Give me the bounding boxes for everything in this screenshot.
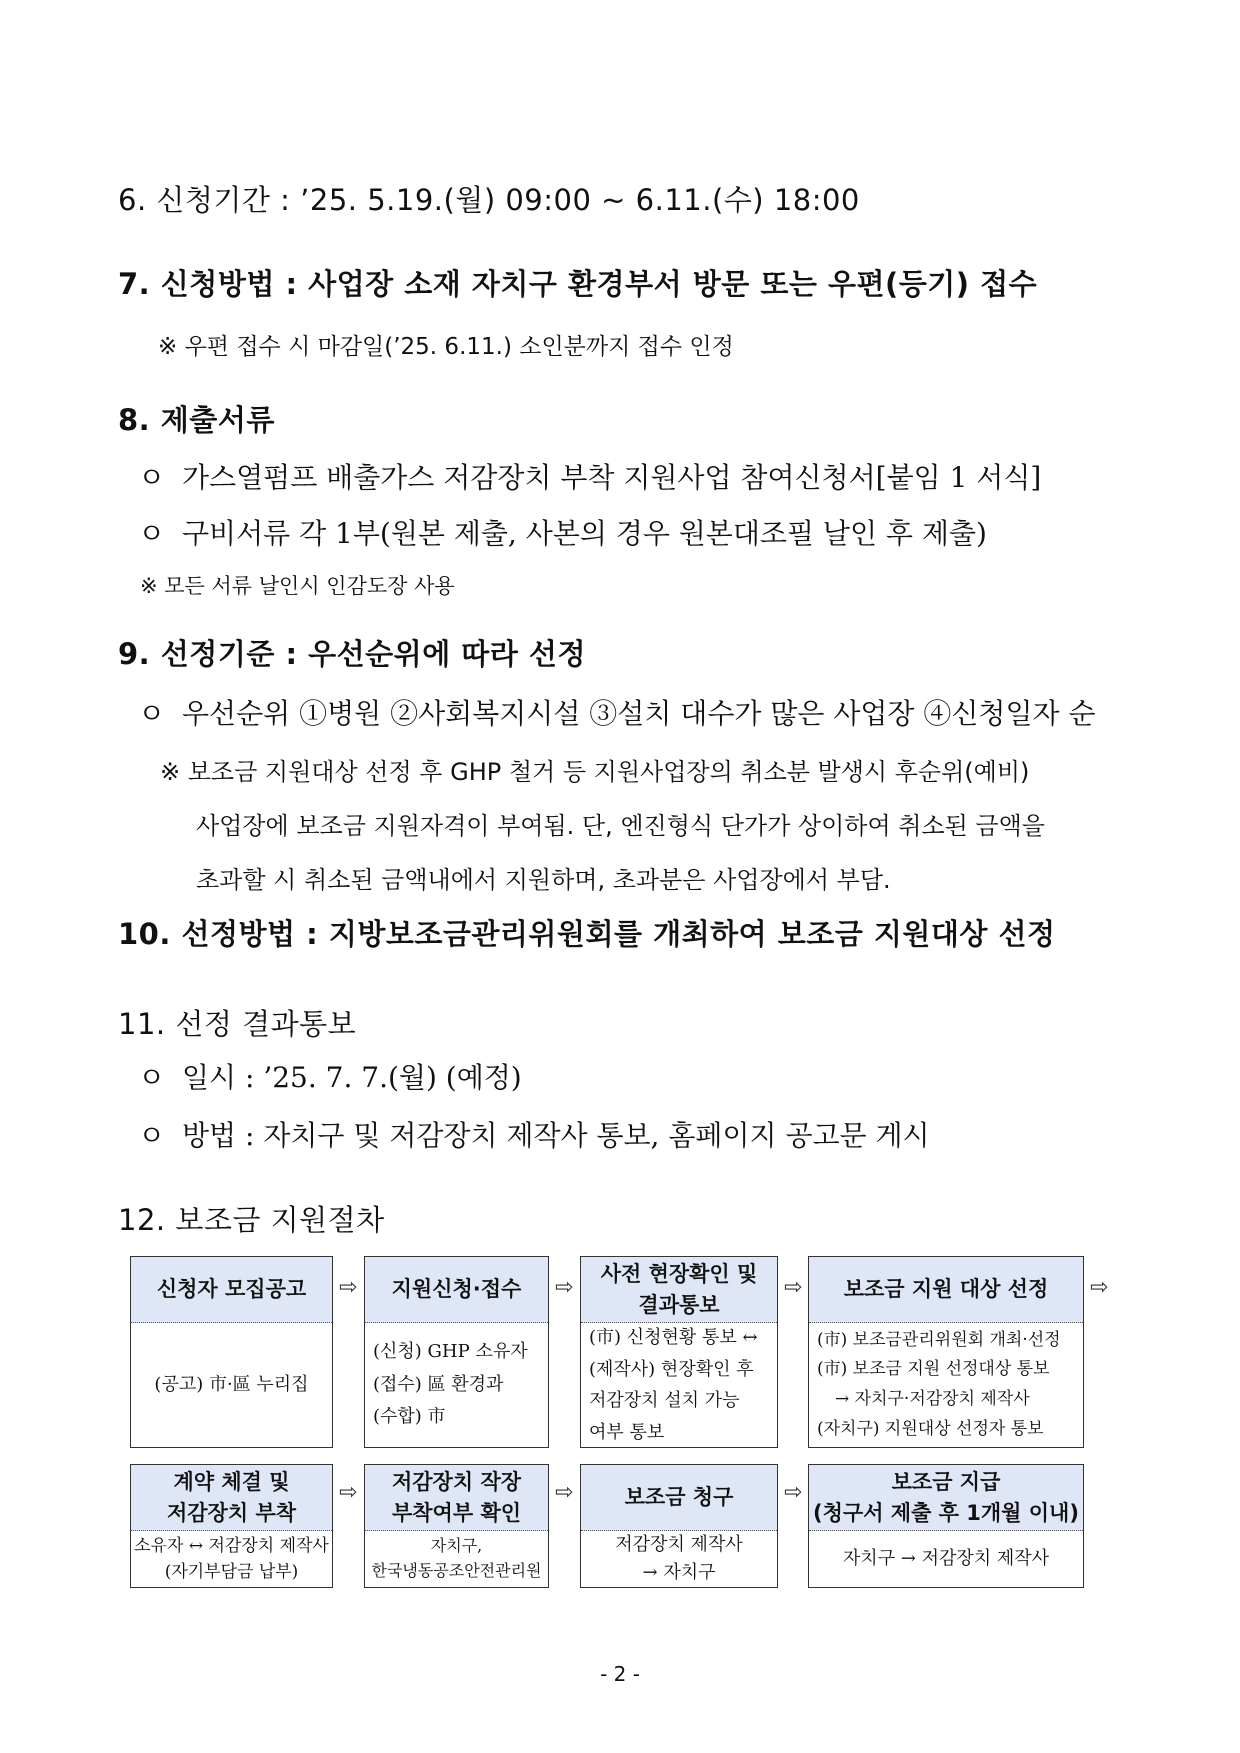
section-11-result-notice: 11. 선정 결과통보 — [118, 1007, 357, 1041]
flow-step-site-check — [580, 1256, 778, 1448]
flow-step-title: 지원신청·접수 — [365, 1257, 548, 1323]
flow-step-body: 저감장치 제작사 → 자치구 — [615, 1534, 743, 1583]
flow-step-title: 계약 체결 및 저감장치 부착 — [131, 1465, 332, 1531]
flow-arrow-icon: ⇨ — [1090, 1275, 1109, 1300]
flow-arrow-icon: ⇨ — [784, 1480, 803, 1505]
flow-arrow-icon: ⇨ — [339, 1480, 358, 1505]
flow-step-body: (市) 신청현황 통보 ↔ (제작사) 현장확인 후 저감장치 설치 가능 여부 통보 — [589, 1327, 758, 1443]
flow-step-title: 보조금 청구 — [581, 1465, 777, 1531]
bullet-text: 가스열펌프 배출가스 저감장치 부착 지원사업 참여신청서[붙임 1 서식] — [182, 461, 1042, 494]
flow-step-subsidy-claim — [580, 1464, 778, 1588]
bullet-mark: ㅇ — [138, 697, 166, 730]
section-9-note-line-1: ※ 보조금 지원대상 선정 후 GHP 철거 등 지원사업장의 취소분 발생시 후순위(예비) — [160, 758, 1030, 786]
section-6-application-period: 6. 신청기간 : ’25. 5.19.(월) 09:00 ~ 6.11.(수) 18:00 — [118, 183, 860, 217]
flow-step-body: (공고) 市·區 누리집 — [154, 1373, 309, 1395]
flow-step-title: 보조금 지원 대상 선정 — [809, 1257, 1083, 1323]
flow-step-title: 사전 현장확인 및 결과통보 — [581, 1257, 777, 1323]
bullet-mark: ㅇ — [138, 1061, 166, 1094]
section-11-bullet-2 — [138, 1114, 930, 1154]
section-11-bullet-1 — [138, 1056, 522, 1096]
section-7-note: ※ 우편 접수 시 마감일(’25. 6.11.) 소인분까지 접수 인정 — [158, 334, 734, 360]
flow-step-body: 소유자 ↔ 저감장치 제작사 (자기부담금 납부) — [134, 1535, 329, 1582]
section-7-application-method: 7. 신청방법 : 사업장 소재 자치구 환경부서 방문 또는 우편(등기) 접수 — [118, 267, 1038, 301]
bullet-mark: ㅇ — [138, 517, 166, 550]
flow-step-title: 저감장치 작장 부착여부 확인 — [365, 1465, 548, 1531]
flow-step-recruitment-notice — [130, 1256, 333, 1448]
bullet-mark: ㅇ — [138, 1119, 166, 1152]
flow-arrow-icon: ⇨ — [784, 1275, 803, 1300]
flow-step-application-receipt — [364, 1256, 549, 1448]
section-9-note-line-3: 초과할 시 취소된 금액내에서 지원하며, 초과분은 사업장에서 부담. — [196, 866, 891, 894]
flow-step-target-selection — [808, 1256, 1084, 1448]
section-9-bullet-1 — [138, 692, 1096, 732]
flow-step-body: (市) 보조금관리위원회 개최·선정 (市) 보조금 지원 선정대상 통보 → 자치구·저감장치 제작사 (자치구) 지원대상 선정자 통보 — [817, 1329, 1061, 1439]
section-10-selection-method: 10. 선정방법 : 지방보조금관리위원회를 개최하여 보조금 지원대상 선정 — [118, 917, 1056, 951]
page-number: - 2 - — [600, 1662, 640, 1686]
bullet-mark: ㅇ — [138, 461, 166, 494]
bullet-text: 방법 : 자치구 및 저감장치 제작사 통보, 홈페이지 공고문 게시 — [182, 1119, 930, 1152]
flow-arrow-icon: ⇨ — [555, 1275, 574, 1300]
section-12-subsidy-procedure: 12. 보조금 지원절차 — [118, 1203, 385, 1237]
section-8-documents: 8. 제출서류 — [118, 403, 275, 437]
flow-step-body: 자치구, 한국냉동공조안전관리원 — [371, 1536, 542, 1580]
flow-step-title: 보조금 지급 (청구서 제출 후 1개월 이내) — [809, 1465, 1083, 1531]
flow-step-title: 신청자 모집공고 — [131, 1257, 332, 1323]
section-8-bullet-2 — [138, 512, 987, 552]
flow-arrow-icon: ⇨ — [555, 1480, 574, 1505]
section-8-note: ※ 모든 서류 날인시 인감도장 사용 — [140, 574, 455, 598]
flow-step-installation-check — [364, 1464, 549, 1588]
flow-arrow-icon: ⇨ — [339, 1275, 358, 1300]
section-8-bullet-1 — [138, 456, 1041, 496]
section-9-selection-criteria: 9. 선정기준 : 우선순위에 따라 선정 — [118, 637, 586, 671]
bullet-text: 구비서류 각 1부(원본 제출, 사본의 경우 원본대조필 날인 후 제출) — [182, 517, 987, 550]
flow-step-subsidy-payment — [808, 1464, 1084, 1588]
flow-step-body: 자치구 → 저감장치 제작사 — [842, 1547, 1050, 1569]
bullet-text: 일시 : ’25. 7. 7.(월) (예정) — [182, 1061, 522, 1094]
bullet-text: 우선순위 ①병원 ②사회복지시설 ③설치 대수가 많은 사업장 ④신청일자 순 — [182, 697, 1096, 730]
flow-step-contract-installation — [130, 1464, 333, 1588]
section-9-note-line-2: 사업장에 보조금 지원자격이 부여됨. 단, 엔진형식 단가가 상이하여 취소된 금액을 — [196, 812, 1045, 840]
flow-step-body: (신청) GHP 소유자 (접수) 區 환경과 (수합) 市 — [373, 1341, 528, 1428]
